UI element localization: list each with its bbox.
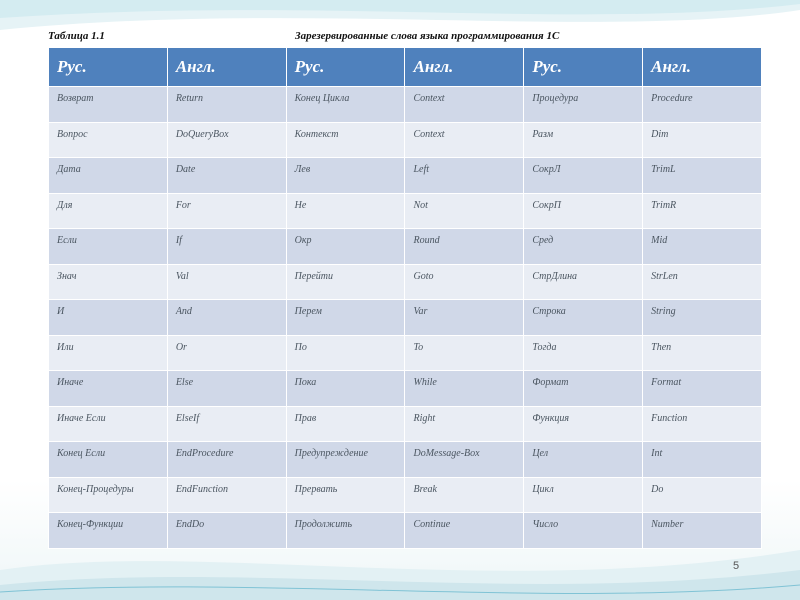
table-cell: And bbox=[167, 300, 286, 336]
table-cell: Функция bbox=[524, 406, 643, 442]
table-cell: Round bbox=[405, 229, 524, 265]
table-cell: Procedure bbox=[643, 87, 762, 123]
table-row bbox=[49, 193, 762, 229]
table-cell: Function bbox=[643, 406, 762, 442]
table-cell: Возврат bbox=[49, 87, 168, 123]
table-cell: Else bbox=[167, 371, 286, 407]
table-row bbox=[49, 158, 762, 194]
table-cell: Число bbox=[524, 513, 643, 549]
table-cell: Goto bbox=[405, 264, 524, 300]
table-cell: Дата bbox=[49, 158, 168, 194]
table-cell: Конец Если bbox=[49, 442, 168, 478]
table-cell: Прав bbox=[286, 406, 405, 442]
table-cell: Не bbox=[286, 193, 405, 229]
table-cell: ElseIf bbox=[167, 406, 286, 442]
table-row bbox=[49, 122, 762, 158]
table-cell: Разм bbox=[524, 122, 643, 158]
table-cell: Int bbox=[643, 442, 762, 478]
header-cell: Рус. bbox=[49, 48, 168, 87]
table-cell: String bbox=[643, 300, 762, 336]
table-cell: Val bbox=[167, 264, 286, 300]
table-cell: Сред bbox=[524, 229, 643, 265]
table-cell: Цел bbox=[524, 442, 643, 478]
table-row bbox=[49, 229, 762, 265]
table-cell: Do bbox=[643, 477, 762, 513]
table-cell: И bbox=[49, 300, 168, 336]
table-header-row bbox=[49, 48, 762, 87]
table-cell: Процедура bbox=[524, 87, 643, 123]
table-cell: EndFunction bbox=[167, 477, 286, 513]
table-cell: Перем bbox=[286, 300, 405, 336]
header-cell: Англ. bbox=[643, 48, 762, 87]
table-cell: Dim bbox=[643, 122, 762, 158]
table-cell: Для bbox=[49, 193, 168, 229]
table-row bbox=[49, 371, 762, 407]
table-cell: Предупреждение bbox=[286, 442, 405, 478]
table-number-caption: Таблица 1.1 bbox=[48, 30, 105, 42]
table-cell: DoQueryBox bbox=[167, 122, 286, 158]
table-cell: Context bbox=[405, 122, 524, 158]
table-row bbox=[49, 300, 762, 336]
table-cell: СокрЛ bbox=[524, 158, 643, 194]
table-cell: Var bbox=[405, 300, 524, 336]
reserved-words-table bbox=[48, 47, 762, 549]
table-cell: По bbox=[286, 335, 405, 371]
table-cell: Формат bbox=[524, 371, 643, 407]
table-cell: To bbox=[405, 335, 524, 371]
table-cell: Mid bbox=[643, 229, 762, 265]
table-cell: Перейти bbox=[286, 264, 405, 300]
table-cell: Тогда bbox=[524, 335, 643, 371]
table-cell: Not bbox=[405, 193, 524, 229]
table-body bbox=[49, 87, 762, 549]
table-cell: Right bbox=[405, 406, 524, 442]
table-cell: Лев bbox=[286, 158, 405, 194]
table-cell: TrimR bbox=[643, 193, 762, 229]
table-row bbox=[49, 442, 762, 478]
table-cell: Конец Цикла bbox=[286, 87, 405, 123]
table-cell: Продолжить bbox=[286, 513, 405, 549]
table-cell: Or bbox=[167, 335, 286, 371]
table-cell: Или bbox=[49, 335, 168, 371]
header-cell: Англ. bbox=[167, 48, 286, 87]
header-cell: Рус. bbox=[286, 48, 405, 87]
table-cell: While bbox=[405, 371, 524, 407]
table-cell: Иначе bbox=[49, 371, 168, 407]
header-cell: Рус. bbox=[524, 48, 643, 87]
page-number: 5 bbox=[733, 560, 740, 572]
table-cell: Date bbox=[167, 158, 286, 194]
table-cell: Строка bbox=[524, 300, 643, 336]
table-cell: If bbox=[167, 229, 286, 265]
table-cell: Format bbox=[643, 371, 762, 407]
table-row bbox=[49, 87, 762, 123]
table-cell: Then bbox=[643, 335, 762, 371]
table-cell: EndDo bbox=[167, 513, 286, 549]
table-cell: Контекст bbox=[286, 122, 405, 158]
table-cell: TrimL bbox=[643, 158, 762, 194]
header-cell: Англ. bbox=[405, 48, 524, 87]
table-row bbox=[49, 264, 762, 300]
table-cell: СокрП bbox=[524, 193, 643, 229]
table-row bbox=[49, 513, 762, 549]
table-cell: Знач bbox=[49, 264, 168, 300]
table-title-caption: Зарезервированные слова языка программирования 1С bbox=[295, 30, 560, 42]
table-cell: StrLen bbox=[643, 264, 762, 300]
table-cell: For bbox=[167, 193, 286, 229]
table-cell: Number bbox=[643, 513, 762, 549]
table-cell: СтрДлина bbox=[524, 264, 643, 300]
table-cell: Если bbox=[49, 229, 168, 265]
table-cell: Return bbox=[167, 87, 286, 123]
table-cell: Пока bbox=[286, 371, 405, 407]
table-cell: Конец-Функции bbox=[49, 513, 168, 549]
table-cell: Иначе Если bbox=[49, 406, 168, 442]
table-row bbox=[49, 406, 762, 442]
table-cell: Break bbox=[405, 477, 524, 513]
table-cell: Left bbox=[405, 158, 524, 194]
table-row bbox=[49, 335, 762, 371]
table-cell: Конец-Процедуры bbox=[49, 477, 168, 513]
table-cell: Вопрос bbox=[49, 122, 168, 158]
table-cell: Context bbox=[405, 87, 524, 123]
table-row bbox=[49, 477, 762, 513]
table-cell: Цикл bbox=[524, 477, 643, 513]
table-cell: DoMessage-Box bbox=[405, 442, 524, 478]
table-cell: Окр bbox=[286, 229, 405, 265]
table-cell: Прервать bbox=[286, 477, 405, 513]
table-cell: Continue bbox=[405, 513, 524, 549]
table-cell: EndProcedure bbox=[167, 442, 286, 478]
